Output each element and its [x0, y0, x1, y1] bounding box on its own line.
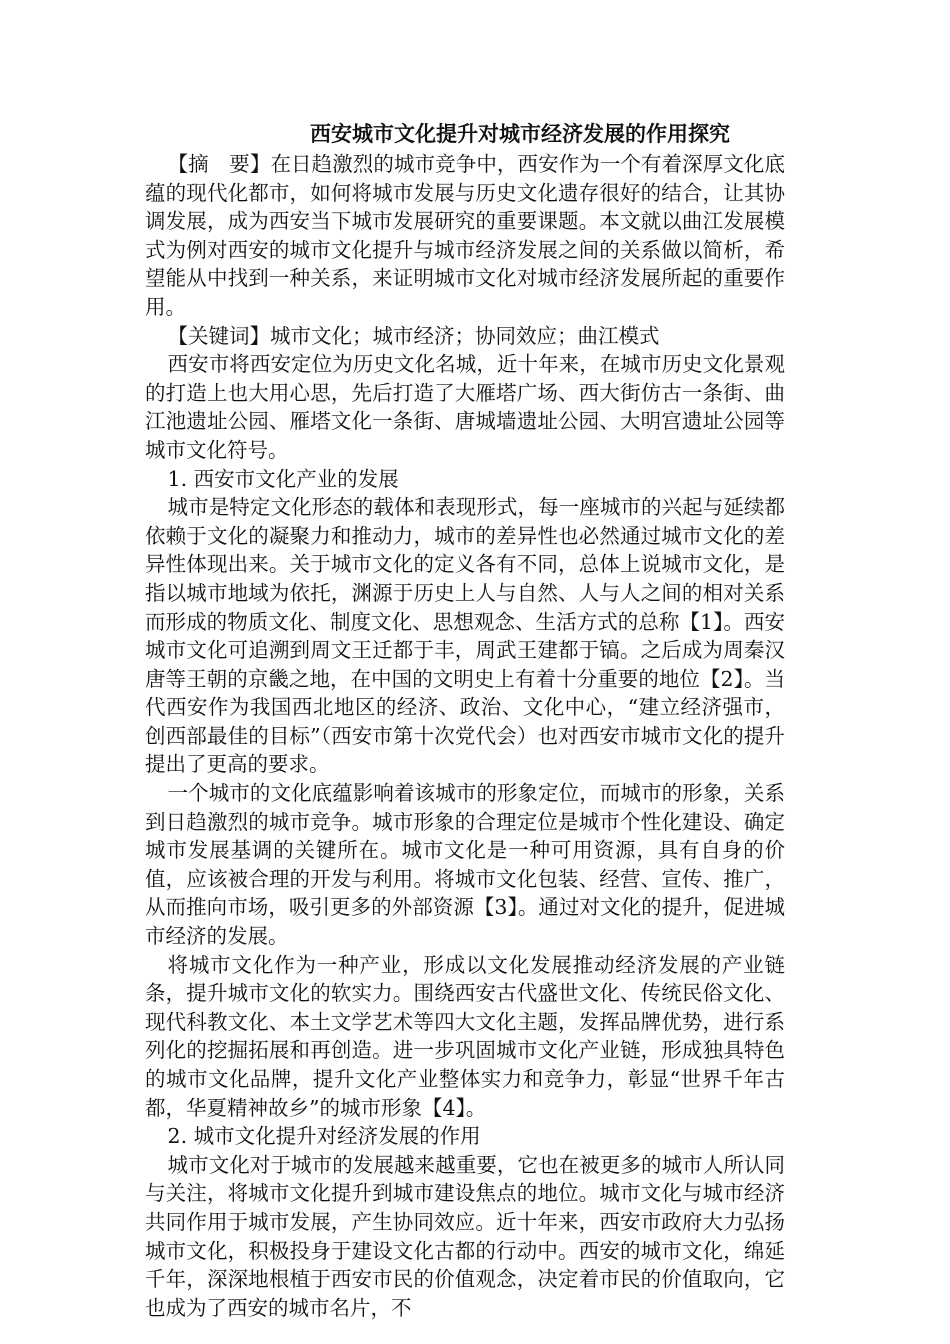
keywords-paragraph: 【关键词】城市文化；城市经济；协同效应；曲江模式 [167, 323, 660, 348]
document-page [145, 118, 785, 1322]
section-2-heading: 2. 城市文化提升对经济发展的作用 [167, 1124, 481, 1149]
section-2-paragraph-1: 城市文化对于城市的发展越来越重要，它也在被更多的城市人所认同与关注，将城市文化提升到城市建设焦点的地位。城市文化与城市经济共同作用于城市发展，产生协同效应。近十年来，西安市政府大力弘扬城市文化，积极投身于建设文化古都的行动中。西安的城市文化，绵延千年，深深地根植于西安市民的价值观念，决定着市民的价值取向，它也成为了西安的城市名片，不 [145, 1152, 785, 1320]
section-1-paragraph-2: 一个城市的文化底蕴影响着该城市的形象定位，而城市的形象，关系到日趋激烈的城市竞争。城市形象的合理定位是城市个性化建设、确定城市发展基调的关键所在。城市文化是一种可用资源，具有自身的价值，应该被合理的开发与利用。将城市文化包装、经营、宣传、推广，从而推向市场，吸引更多的外部资源【3】。通过对文化的提升，促进城市经济的发展。 [145, 781, 785, 949]
section-1-paragraph-1: 城市是特定文化形态的载体和表现形式，每一座城市的兴起与延续都依赖于文化的凝聚力和推动力，城市的差异性也必然通过城市文化的差异性体现出来。关于城市文化的定义各有不同，总体上说城市文化，是指以城市地域为依托，渊源于历史上人与自然、人与人之间的相对关系而形成的物质文化、制度文化、思想观念、生活方式的总称【1】。西安城市文化可追溯到周文王迁都于丰，周武王建都于镐。之后成为周秦汉唐等王朝的京畿之地，在中国的文明史上有着十分重要的地位【2】。当代西安作为我国西北地区的经济、政治、文化中心，“建立经济强市，创西部最佳的目标”（西安市第十次党代会）也对西安市城市文化的提升提出了更高的要求。 [145, 495, 785, 777]
document-title: 西安城市文化提升对城市经济发展的作用探究 [310, 121, 730, 146]
abstract-paragraph: 【摘 要】在日趋激烈的城市竞争中，西安作为一个有着深厚文化底蕴的现代化都市，如何将城市发展与历史文化遗存很好的结合，让其协调发展，成为西安当下城市发展研究的重要课题。本文就以曲江发展模式为例对西安的城市文化提升与城市经济发展之间的关系做以简析，希望能从中找到一种关系，来证明城市文化对城市经济发展所起的重要作用。 [145, 152, 785, 319]
section-1-heading: 1. 西安市文化产业的发展 [167, 466, 399, 491]
section-1-paragraph-3: 将城市文化作为一种产业，形成以文化发展推动经济发展的产业链条，提升城市文化的软实力。围绕西安古代盛世文化、传统民俗文化、现代科教文化、本土文学艺术等四大文化主题，发挥品牌优势，进行系列化的挖掘拓展和再创造。进一步巩固城市文化产业链，形成独具特色的城市文化品牌，提升文化产业整体实力和竞争力，彰显“世界千年古都，华夏精神故乡”的城市形象【4】。 [145, 952, 785, 1120]
intro-paragraph: 西安市将西安定位为历史文化名城，近十年来，在城市历史文化景观的打造上也大用心思，先后打造了大雁塔广场、西大街仿古一条街、曲江池遗址公园、雁塔文化一条街、唐城墙遗址公园、大明宫遗址公园等城市文化符号。 [145, 352, 785, 462]
